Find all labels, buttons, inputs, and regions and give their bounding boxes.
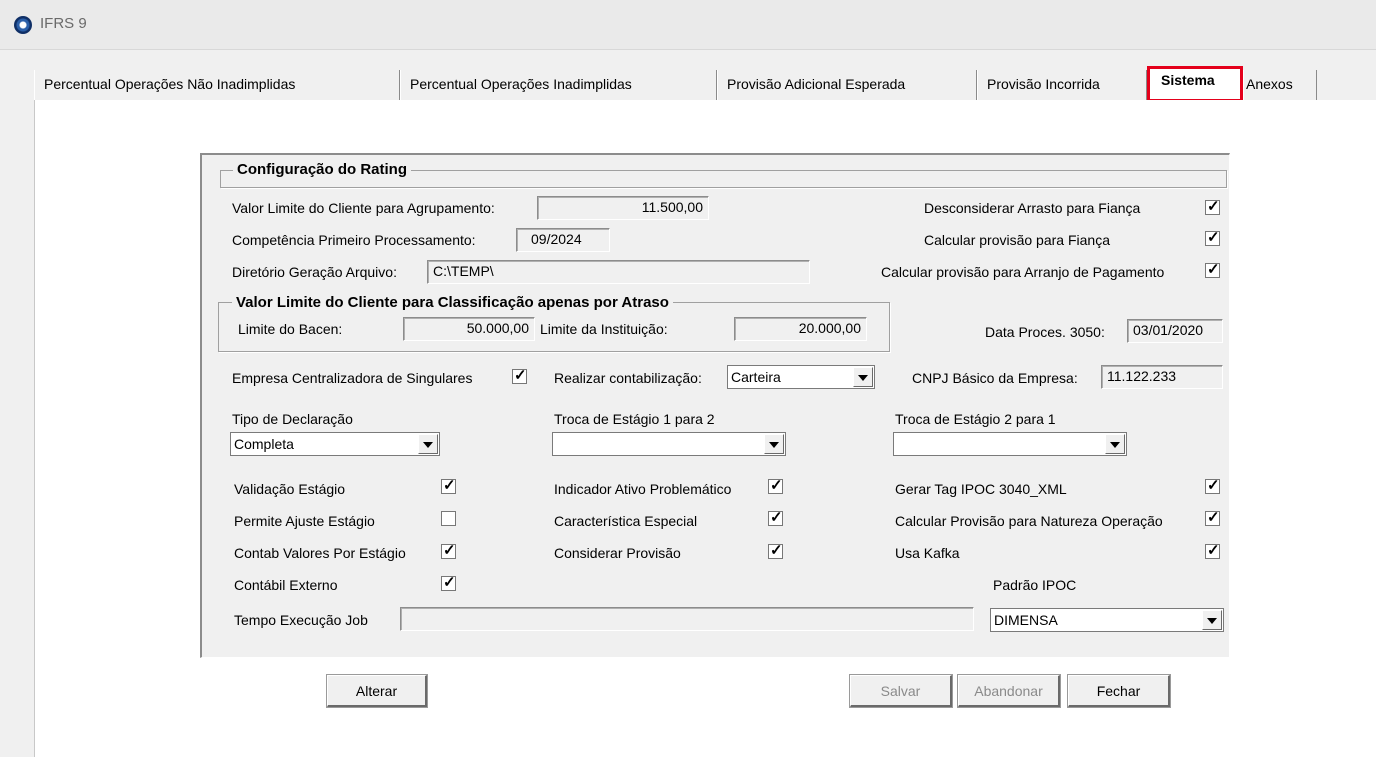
chevron-down-icon[interactable]: [764, 434, 784, 454]
cnpj-label: CNPJ Básico da Empresa:: [912, 370, 1078, 386]
permite-ajuste-label: Permite Ajuste Estágio: [234, 513, 375, 529]
tipo-declaracao-select[interactable]: [230, 432, 440, 456]
check-icon: ✓: [770, 542, 783, 559]
indicador-ativo-checkbox[interactable]: [768, 479, 783, 494]
calc-arranjo-checkbox[interactable]: [1205, 263, 1220, 278]
considerar-provisao-label: Considerar Provisão: [554, 545, 681, 561]
check-icon: ✓: [1207, 509, 1220, 526]
chevron-down-icon[interactable]: [853, 367, 873, 387]
padrao-ipoc-value: DIMENSA: [994, 612, 1058, 628]
calc-fianca-checkbox[interactable]: [1205, 231, 1220, 246]
check-icon: ✓: [514, 367, 527, 384]
alterar-button[interactable]: Alterar: [327, 675, 427, 707]
empresa-centralizadora-checkbox[interactable]: [512, 369, 527, 384]
data-proces-label: Data Proces. 3050:: [985, 324, 1105, 340]
title-bar: [0, 0, 1376, 50]
tab-provisao-incorrida[interactable]: Provisão Incorrida: [977, 70, 1147, 100]
check-icon: ✓: [770, 477, 783, 494]
usa-kafka-checkbox[interactable]: [1205, 544, 1220, 559]
usa-kafka-label: Usa Kafka: [895, 545, 960, 561]
window-title: IFRS 9: [40, 15, 87, 32]
check-icon: ✓: [1207, 198, 1220, 215]
bacen-field[interactable]: 50.000,00: [403, 317, 535, 341]
fechar-button[interactable]: Fechar: [1068, 675, 1170, 707]
calc-fianca-label: Calcular provisão para Fiança: [924, 232, 1110, 248]
limite-cliente-field[interactable]: 11.500,00: [537, 196, 709, 220]
diretorio-field[interactable]: C:\TEMP\: [427, 260, 810, 284]
troca-1-2-label: Troca de Estágio 1 para 2: [554, 411, 715, 427]
desconsiderar-checkbox[interactable]: [1205, 200, 1220, 215]
caracteristica-checkbox[interactable]: [768, 511, 783, 526]
competencia-label: Competência Primeiro Processamento:: [232, 232, 476, 248]
tipo-declaracao-label: Tipo de Declaração: [232, 411, 353, 427]
contabilizacao-label: Realizar contabilização:: [554, 370, 702, 386]
check-icon: ✓: [443, 542, 456, 559]
calc-natureza-label: Calcular Provisão para Natureza Operação: [895, 513, 1163, 529]
contabilizacao-select[interactable]: [727, 365, 875, 389]
app-icon: [14, 16, 32, 34]
contab-valores-label: Contab Valores Por Estágio: [234, 545, 406, 561]
tipo-declaracao-value: Completa: [234, 436, 294, 452]
check-icon: ✓: [1207, 477, 1220, 494]
desconsiderar-label: Desconsiderar Arrasto para Fiança: [924, 200, 1141, 216]
validacao-estagio-checkbox[interactable]: [441, 479, 456, 494]
tab-anexos[interactable]: Anexos: [1243, 70, 1317, 100]
diretorio-label: Diretório Geração Arquivo:: [232, 264, 397, 280]
contab-valores-checkbox[interactable]: [441, 544, 456, 559]
troca-2-1-label: Troca de Estágio 2 para 1: [895, 411, 1056, 427]
salvar-button[interactable]: Salvar: [850, 675, 952, 707]
check-icon: ✓: [443, 574, 456, 591]
abandonar-button[interactable]: Abandonar: [958, 675, 1060, 707]
padrao-ipoc-select[interactable]: [990, 608, 1224, 632]
permite-ajuste-checkbox[interactable]: [441, 511, 456, 526]
rating-legend: Configuração do Rating: [233, 161, 411, 178]
check-icon: ✓: [1207, 229, 1220, 246]
tempo-execucao-field[interactable]: [400, 607, 974, 631]
instituicao-field[interactable]: 20.000,00: [734, 317, 867, 341]
calc-arranjo-label: Calcular provisão para Arranjo de Pagamento: [881, 264, 1165, 280]
contabil-externo-label: Contábil Externo: [234, 577, 338, 593]
caracteristica-label: Característica Especial: [554, 513, 698, 529]
check-icon: ✓: [1207, 542, 1220, 559]
data-proces-field[interactable]: 03/01/2020: [1127, 319, 1223, 343]
bacen-label: Limite do Bacen:: [238, 321, 343, 337]
considerar-provisao-checkbox[interactable]: [768, 544, 783, 559]
tab-provisao-adicional[interactable]: Provisão Adicional Esperada: [717, 70, 977, 100]
atraso-legend: Valor Limite do Cliente para Classificação apenas por Atraso: [232, 294, 673, 311]
check-icon: ✓: [770, 509, 783, 526]
check-icon: ✓: [1207, 261, 1220, 278]
limite-cliente-label: Valor Limite do Cliente para Agrupamento:: [232, 200, 495, 216]
chevron-down-icon[interactable]: [1202, 610, 1222, 630]
validacao-estagio-label: Validação Estágio: [234, 481, 346, 497]
troca-1-2-select[interactable]: [552, 432, 786, 456]
chevron-down-icon[interactable]: [1105, 434, 1125, 454]
tab-sistema[interactable]: Sistema: [1147, 66, 1243, 102]
tab-percentual-nao-inadimplidas[interactable]: Percentual Operações Não Inadimplidas: [34, 70, 400, 100]
padrao-ipoc-label: Padrão IPOC: [993, 577, 1077, 593]
instituicao-label: Limite da Instituição:: [540, 321, 668, 337]
troca-2-1-select[interactable]: [893, 432, 1127, 456]
check-icon: ✓: [443, 477, 456, 494]
chevron-down-icon[interactable]: [418, 434, 438, 454]
gerar-tag-checkbox[interactable]: [1205, 479, 1220, 494]
tempo-execucao-label: Tempo Execução Job: [234, 612, 368, 628]
contabilizacao-value: Carteira: [731, 369, 781, 385]
gerar-tag-label: Gerar Tag IPOC 3040_XML: [895, 481, 1067, 497]
cnpj-field[interactable]: 11.122.233: [1101, 365, 1223, 389]
calc-natureza-checkbox[interactable]: [1205, 511, 1220, 526]
competencia-field[interactable]: 09/2024: [516, 228, 610, 252]
tab-percentual-inadimplidas[interactable]: Percentual Operações Inadimplidas: [400, 70, 717, 100]
empresa-centralizadora-label: Empresa Centralizadora de Singulares: [232, 370, 473, 386]
contabil-externo-checkbox[interactable]: [441, 576, 456, 591]
indicador-ativo-label: Indicador Ativo Problemático: [554, 481, 732, 497]
